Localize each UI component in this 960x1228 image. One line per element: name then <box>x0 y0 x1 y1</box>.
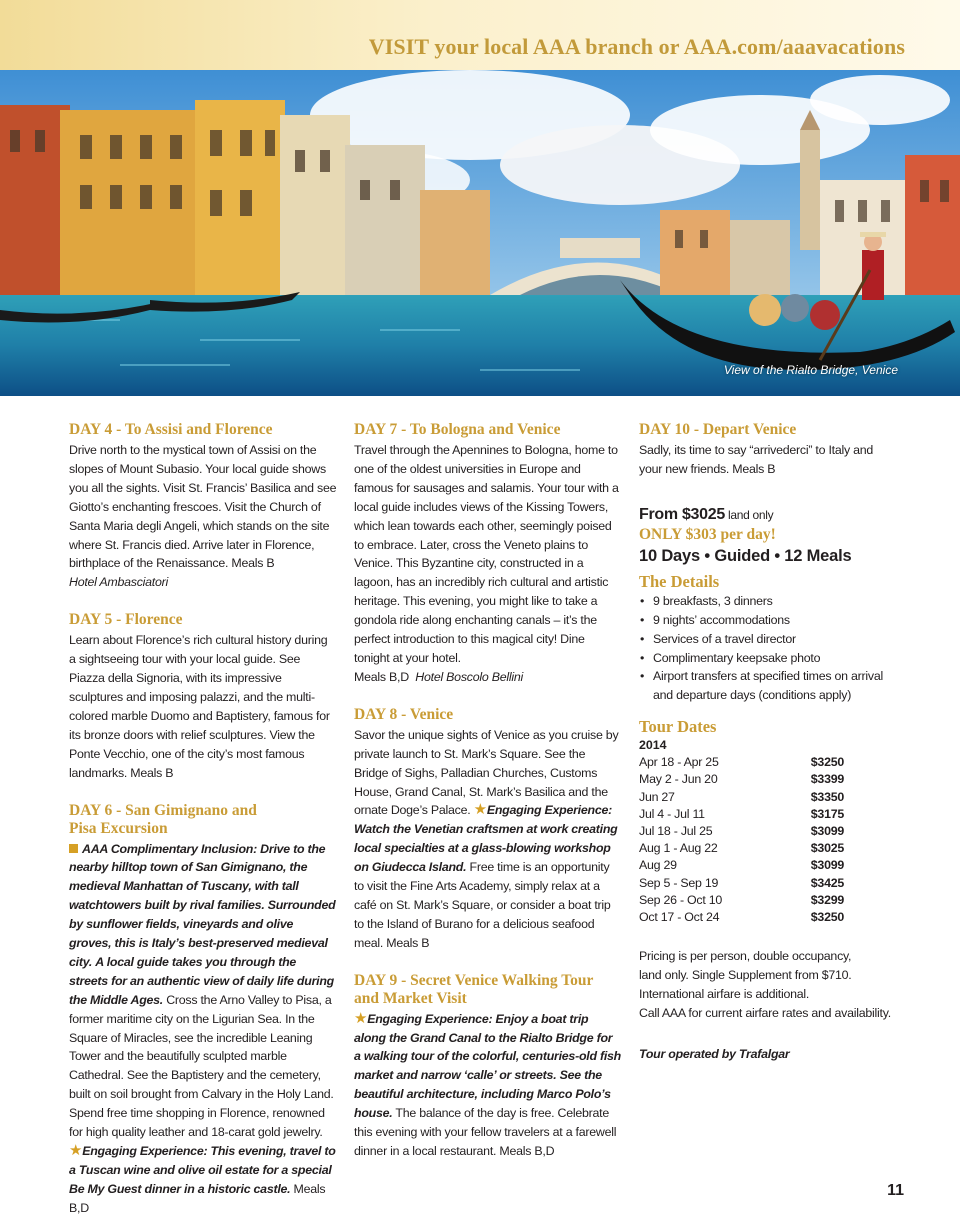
day-8-engaging: Engaging Experience: Watch the Venetian craftsmen at work creating local specialties at a glass-blowing workshop on Giudecca Island. <box>354 803 618 875</box>
day-6-heading-line1: DAY 6 - San Gimignano and <box>69 801 257 819</box>
date-price: $3175 <box>810 806 844 821</box>
day-6-meals: Meals B,D <box>69 1181 326 1215</box>
table-row <box>639 754 844 771</box>
date-range: Sep 26 - Oct 10 <box>639 892 723 907</box>
tour-dates-year: 2014 <box>639 738 667 753</box>
date-range: Jul 18 - Jul 25 <box>639 824 713 839</box>
date-price: $3250 <box>810 910 844 925</box>
day-7-hotel: Hotel Boscolo Bellini <box>415 669 523 684</box>
day-4-body: Drive north to the mystical town of Assisi on the slopes of Mount Subasio. Your local guide shows you all the sights. Visit St. Francis’ Basilica and see Giotto’s enchanting frescoes. Visit the Church of Santa Maria degli Angeli, which stands on the site where St. Francis died. Arrive later in Florence, birthplace of the Renaissance. Meals B <box>69 443 337 571</box>
banner-link-text[interactable]: VISIT your local AAA branch or AAA.com/aaavacations <box>368 34 905 59</box>
table-row <box>639 892 844 909</box>
hero-illustration <box>0 70 960 396</box>
date-price: $3299 <box>810 892 844 907</box>
day-4-heading: DAY 4 - To Assisi and Florence <box>69 421 273 438</box>
day-7-body: Travel through the Apennines to Bologna, home to one of the oldest universities in Europe and famous for sausages and salamis. Your tour with a local guide includes views of the Kissing Towers, which lean towards each other, seemingly poised to embrace. Later, cross the Veneto plains to Venice. This Byzantine city, constructed in a lagoon, has an incredibly rich cultural and artistic heritage. This evening, you might like to take a gondola ride along enchanting canals – it’s the perfect introduction to this magical city! Dine tonight at your hotel. <box>354 443 619 665</box>
day-9-engaging: Engaging Experience: Enjoy a boat trip along the Grand Canal to the Rialto Bridge for a walking tour of the colorful, centuries-old fish market and narrow ‘calle’ or streets. See the beautiful architecture, including Marco Polo’s house. <box>354 1011 621 1121</box>
day-6-text: Cross the Arno Valley to Pisa, a former maritime city on the Ligurian Sea. In the Square of Miracles, see the incredible Leaning Tower and the beautifully sculpted marble Cathedral. See the Baptistery and the cemetery, built on soil brought from Calvary in the Holy Land. Spend free time shopping in Florence, renowned for high quality leather and 18-carat gold jewelry. <box>69 992 334 1140</box>
table-row <box>639 875 844 892</box>
day-5-body: Learn about Florence’s rich cultural history during a sightseeing tour with your local guide. See Piazza della Signoria, with its impressive sculptures and imposing palazzi, and the multi-colored marble Duomo and Baptistery, famous for its bronze doors with relief sculptures. View the Ponte Vecchio, one of the city’s most famous landmarks. Meals B <box>69 633 330 780</box>
date-range: Jun 27 <box>639 789 675 804</box>
details-item: • 9 breakfasts, 3 dinners <box>639 592 899 611</box>
date-range: Jul 4 - Jul 11 <box>639 806 705 821</box>
hero-photo-venice <box>0 70 960 396</box>
day-8-text: Savor the unique sights of Venice as you cruise by private launch to St. Mark’s Square. See the Bridge of Sighs, Palladian Churches, Customs House, Grand Canal, St. Mark’s Basilica and the ornate Doge’s Palace. <box>354 727 619 818</box>
table-row <box>639 771 844 788</box>
table-row <box>639 857 844 874</box>
table-row <box>639 840 844 857</box>
day-6-inclusion: AAA Complimentary Inclusion: Drive to the nearby hilltop town of San Gimignano, the medieval Manhattan of Tuscany, with tall watchtowers built by rival families. Surrounded by sunflower fields, vineyards and olive groves, this is Italy’s best-preserved medieval city. <box>69 841 336 969</box>
tour-tagline: 10 Days • Guided • 12 Meals <box>639 546 852 565</box>
day-10-body: Sadly, its time to say “arrivederci” to Italy and your new friends. Meals B <box>639 443 874 476</box>
details-item: • Services of a travel director <box>639 630 899 649</box>
date-price: $3399 <box>810 772 844 787</box>
table-row <box>639 806 844 823</box>
date-price: $3025 <box>810 841 844 856</box>
price-from <box>639 505 899 525</box>
day-7-meals-hotel <box>354 668 622 687</box>
details-item: • Complimentary keepsake photo <box>639 649 899 668</box>
day-9-body <box>354 1010 622 1161</box>
pricing-note-2: land only. Single Supplement from $710. <box>639 968 852 983</box>
day-6-body <box>69 840 337 1218</box>
day-8-text-2: Free time is an opportunity to visit the Fine Arts Academy, simply relax at a café on St. Mark’s Square, or consider a boat trip to the Island of Burano for a delicious seafood meal. Meals B <box>354 860 611 950</box>
details-heading: The Details <box>639 571 720 591</box>
day-9-text: The balance of the day is free. Celebrate this evening with your fellow travelers at a farewell dinner in a local restaurant. Meals B,D <box>354 1106 617 1158</box>
price-from-suffix: land only <box>724 507 774 522</box>
details-item: • Airport transfers at specified times on arrival and departure days (conditions apply) <box>639 667 899 705</box>
square-bullet-icon <box>69 844 78 853</box>
details-list <box>639 592 899 705</box>
date-price: $3250 <box>810 755 844 770</box>
day-8-heading: DAY 8 - Venice <box>354 705 454 723</box>
tour-operator: Tour operated by Trafalgar <box>639 1046 790 1061</box>
star-icon: ★ <box>69 1142 83 1159</box>
date-range: Aug 29 <box>639 858 677 873</box>
day-9-heading-line2: and Market Visit <box>354 989 467 1007</box>
pricing-note-3: International airfare is additional. <box>639 987 810 1002</box>
day-8-body <box>354 726 622 953</box>
day-4-hotel: Hotel Ambasciatori <box>69 575 169 590</box>
day-7-meals: Meals B,D <box>354 669 409 684</box>
date-price: $3350 <box>810 789 844 804</box>
tour-dates-heading: Tour Dates <box>639 717 717 737</box>
day-6-heading <box>69 802 337 838</box>
date-range: Aug 1 - Aug 22 <box>639 841 718 856</box>
price-from-label: From $3025 <box>639 505 725 523</box>
day-9-heading <box>354 972 622 1008</box>
tour-dates-table <box>639 754 844 926</box>
page-number: 11 <box>887 1182 904 1199</box>
pricing-note-1: Pricing is per person, double occupancy, <box>639 949 852 964</box>
day-9-heading-line1: DAY 9 - Secret Venice Walking Tour <box>354 971 594 989</box>
date-range: Oct 17 - Oct 24 <box>639 910 720 925</box>
table-row <box>639 789 844 806</box>
date-range: Apr 18 - Apr 25 <box>639 755 719 770</box>
date-range: May 2 - Jun 20 <box>639 772 718 787</box>
column-1 <box>69 421 337 1218</box>
date-price: $3099 <box>810 824 844 839</box>
date-price: $3425 <box>810 875 844 890</box>
date-range: Sep 5 - Sep 19 <box>639 875 719 890</box>
column-3 <box>639 421 899 1064</box>
day-6-engaging: Engaging Experience: This evening, travel to a Tuscan wine and olive oil estate for a special Be My Guest dinner in a historic castle. <box>69 1144 336 1196</box>
star-icon: ★ <box>473 801 487 819</box>
star-icon: ★ <box>354 1009 368 1027</box>
day-5-heading: DAY 5 - Florence <box>69 611 183 629</box>
day-10-heading: DAY 10 - Depart Venice <box>639 421 797 438</box>
date-price: $3099 <box>810 858 844 873</box>
day-6-heading-line2: Pisa Excursion <box>69 819 168 837</box>
table-row <box>639 909 844 926</box>
table-row <box>639 823 844 840</box>
day-6-guide: A local guide takes you through the streets for an authentic view of daily life during the Middle Ages. <box>69 954 334 1007</box>
column-2 <box>354 421 622 1161</box>
day-7-heading: DAY 7 - To Bologna and Venice <box>354 421 561 438</box>
photo-caption: View of the Rialto Bridge, Venice <box>723 363 898 377</box>
details-item: • 9 nights’ accommodations <box>639 611 899 630</box>
top-banner <box>0 0 960 70</box>
price-per-day: ONLY $303 per day! <box>639 525 776 543</box>
pricing-note-4: Call AAA for current airfare rates and availability. <box>639 1006 891 1020</box>
